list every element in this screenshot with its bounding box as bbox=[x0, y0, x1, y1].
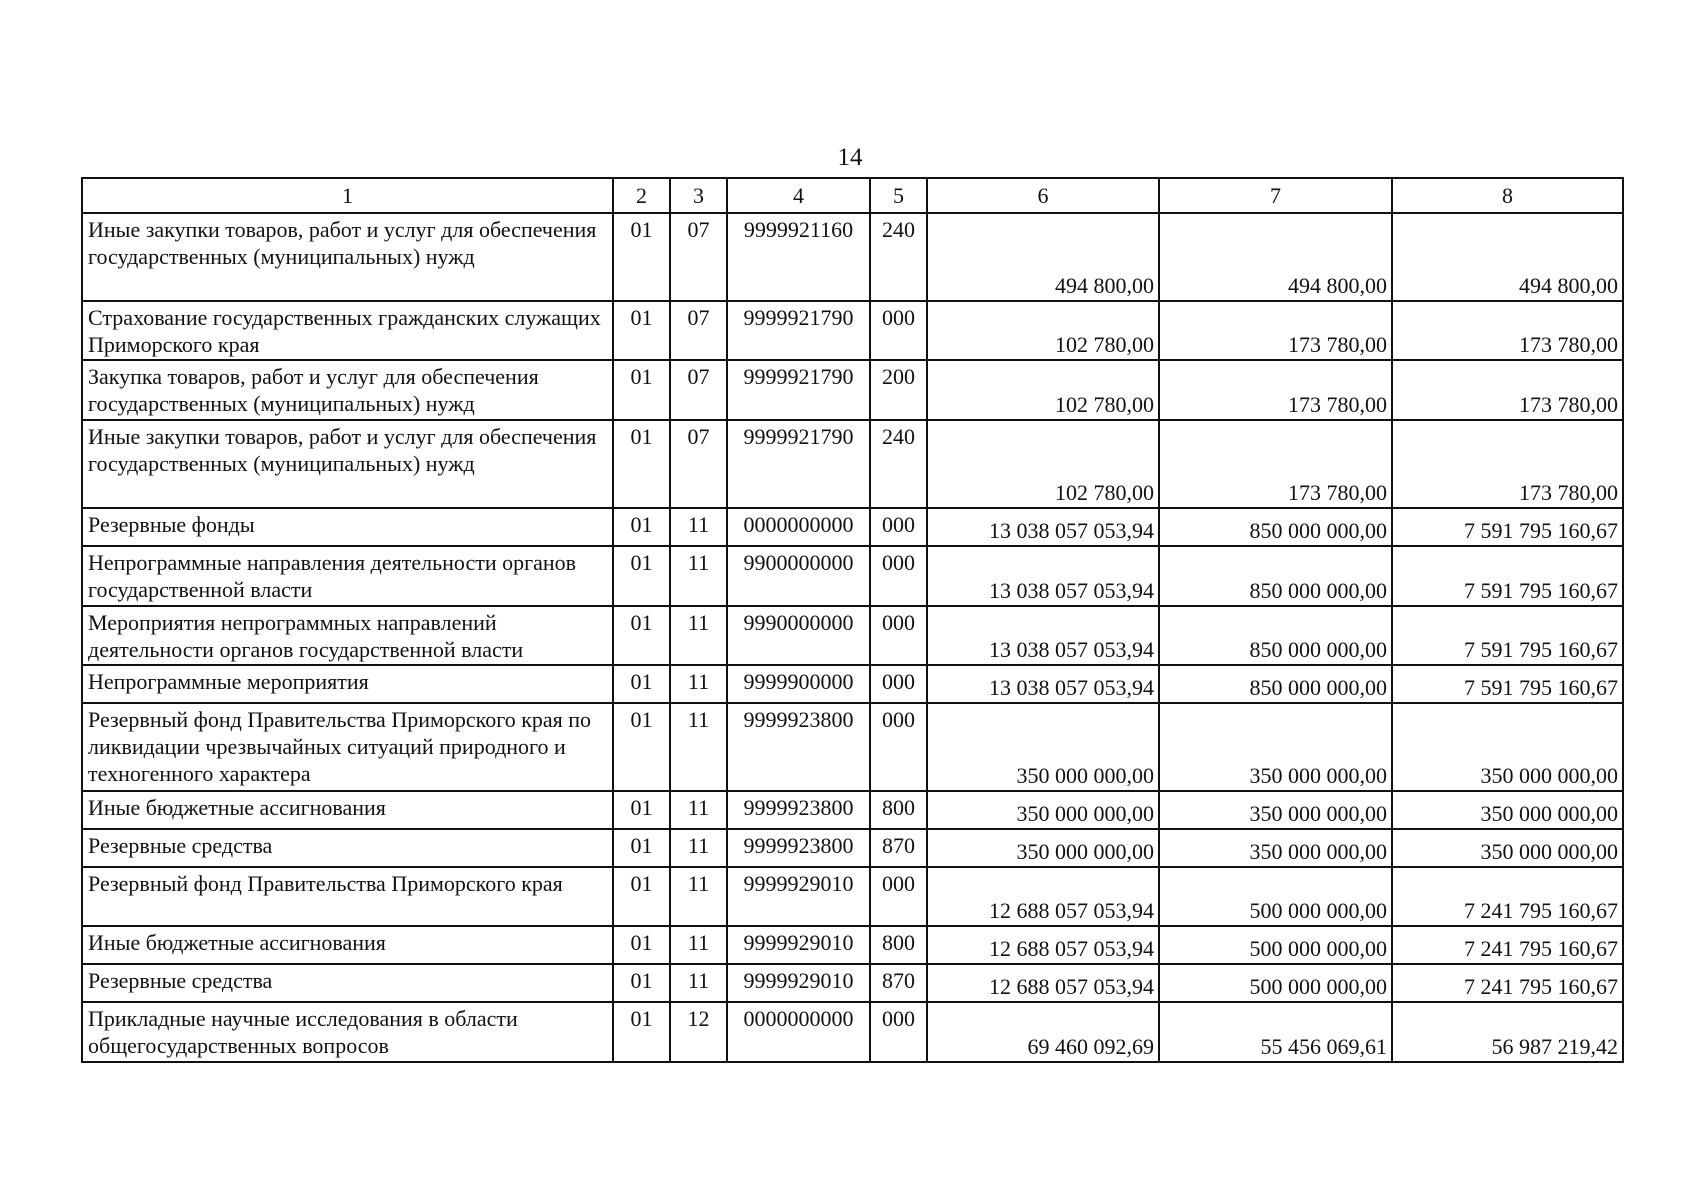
amount-col7: 500 000 000,00 bbox=[1159, 867, 1392, 926]
amount-col8: 7 241 795 160,67 bbox=[1392, 867, 1623, 926]
amount-col7: 350 000 000,00 bbox=[1159, 703, 1392, 791]
expense-type-code: 800 bbox=[870, 791, 927, 829]
amount-col6: 350 000 000,00 bbox=[927, 703, 1159, 791]
target-article-code: 9999921790 bbox=[727, 301, 870, 360]
amount-col6: 102 780,00 bbox=[927, 420, 1159, 508]
row-name: Резервный фонд Правительства Приморского края bbox=[82, 867, 613, 926]
amount-col6: 494 800,00 bbox=[927, 213, 1159, 301]
column-header: 4 bbox=[727, 178, 870, 213]
row-name: Иные закупки товаров, работ и услуг для обеспечения государственных (муниципальных) нужд bbox=[82, 213, 613, 301]
page-number: 14 bbox=[837, 144, 863, 171]
subsection-code: 11 bbox=[670, 703, 727, 791]
table-row bbox=[82, 360, 1623, 420]
amount-col6: 12 688 057 053,94 bbox=[927, 867, 1159, 926]
amount-col7: 850 000 000,00 bbox=[1159, 508, 1392, 546]
target-article-code: 0000000000 bbox=[727, 1002, 870, 1062]
amount-col6: 102 780,00 bbox=[927, 360, 1159, 420]
table-row bbox=[82, 703, 1623, 791]
amount-col6: 350 000 000,00 bbox=[927, 791, 1159, 829]
row-name: Иные бюджетные ассигнования bbox=[82, 926, 613, 964]
target-article-code: 0000000000 bbox=[727, 508, 870, 546]
expense-type-code: 000 bbox=[870, 546, 927, 606]
target-article-code: 9999923800 bbox=[727, 829, 870, 867]
expense-type-code: 000 bbox=[870, 665, 927, 703]
subsection-code: 07 bbox=[670, 360, 727, 420]
expense-type-code: 200 bbox=[870, 360, 927, 420]
column-header: 8 bbox=[1392, 178, 1623, 213]
column-header: 2 bbox=[613, 178, 670, 213]
subsection-code: 12 bbox=[670, 1002, 727, 1062]
amount-col6: 12 688 057 053,94 bbox=[927, 964, 1159, 1002]
section-code: 01 bbox=[613, 867, 670, 926]
table-row bbox=[82, 420, 1623, 508]
section-code: 01 bbox=[613, 301, 670, 360]
amount-col7: 500 000 000,00 bbox=[1159, 926, 1392, 964]
target-article-code: 9999921790 bbox=[727, 360, 870, 420]
amount-col8: 7 591 795 160,67 bbox=[1392, 606, 1623, 665]
subsection-code: 11 bbox=[670, 665, 727, 703]
row-name: Мероприятия непрограммных направлений деятельности органов государственной власти bbox=[82, 606, 613, 665]
amount-col8: 494 800,00 bbox=[1392, 213, 1623, 301]
subsection-code: 07 bbox=[670, 301, 727, 360]
amount-col8: 7 241 795 160,67 bbox=[1392, 964, 1623, 1002]
section-code: 01 bbox=[613, 964, 670, 1002]
row-name: Резервные фонды bbox=[82, 508, 613, 546]
expense-type-code: 870 bbox=[870, 964, 927, 1002]
target-article-code: 9999923800 bbox=[727, 703, 870, 791]
table-row bbox=[82, 964, 1623, 1002]
expense-type-code: 000 bbox=[870, 867, 927, 926]
target-article-code: 9999921790 bbox=[727, 420, 870, 508]
section-code: 01 bbox=[613, 829, 670, 867]
amount-col7: 350 000 000,00 bbox=[1159, 829, 1392, 867]
table-row bbox=[82, 665, 1623, 703]
table-row bbox=[82, 508, 1623, 546]
target-article-code: 9999921160 bbox=[727, 213, 870, 301]
subsection-code: 11 bbox=[670, 606, 727, 665]
expense-type-code: 000 bbox=[870, 508, 927, 546]
amount-col8: 350 000 000,00 bbox=[1392, 829, 1623, 867]
section-code: 01 bbox=[613, 546, 670, 606]
row-name: Резервные средства bbox=[82, 829, 613, 867]
amount-col7: 350 000 000,00 bbox=[1159, 791, 1392, 829]
expense-type-code: 870 bbox=[870, 829, 927, 867]
expense-type-code: 800 bbox=[870, 926, 927, 964]
amount-col7: 494 800,00 bbox=[1159, 213, 1392, 301]
section-code: 01 bbox=[613, 1002, 670, 1062]
target-article-code: 9999923800 bbox=[727, 791, 870, 829]
amount-col7: 173 780,00 bbox=[1159, 420, 1392, 508]
table-row bbox=[82, 926, 1623, 964]
row-name: Страхование государственных гражданских служащих Приморского края bbox=[82, 301, 613, 360]
amount-col8: 7 591 795 160,67 bbox=[1392, 546, 1623, 606]
column-header: 7 bbox=[1159, 178, 1392, 213]
amount-col7: 850 000 000,00 bbox=[1159, 665, 1392, 703]
subsection-code: 11 bbox=[670, 926, 727, 964]
amount-col6: 13 038 057 053,94 bbox=[927, 606, 1159, 665]
subsection-code: 11 bbox=[670, 508, 727, 546]
row-name: Непрограммные направления деятельности органов государственной власти bbox=[82, 546, 613, 606]
section-code: 01 bbox=[613, 606, 670, 665]
table-row bbox=[82, 546, 1623, 606]
subsection-code: 11 bbox=[670, 546, 727, 606]
table-row bbox=[82, 606, 1623, 665]
expense-type-code: 000 bbox=[870, 301, 927, 360]
row-name: Резервные средства bbox=[82, 964, 613, 1002]
subsection-code: 11 bbox=[670, 867, 727, 926]
column-header: 5 bbox=[870, 178, 927, 213]
target-article-code: 9990000000 bbox=[727, 606, 870, 665]
amount-col8: 350 000 000,00 bbox=[1392, 703, 1623, 791]
subsection-code: 07 bbox=[670, 213, 727, 301]
amount-col6: 13 038 057 053,94 bbox=[927, 546, 1159, 606]
table-row bbox=[82, 1002, 1623, 1062]
expense-type-code: 240 bbox=[870, 213, 927, 301]
section-code: 01 bbox=[613, 926, 670, 964]
row-name: Резервный фонд Правительства Приморского края по ликвидации чрезвычайных ситуаций природного и техногенного характера bbox=[82, 703, 613, 791]
section-code: 01 bbox=[613, 703, 670, 791]
target-article-code: 9999929010 bbox=[727, 926, 870, 964]
subsection-code: 07 bbox=[670, 420, 727, 508]
table-row bbox=[82, 867, 1623, 926]
amount-col6: 102 780,00 bbox=[927, 301, 1159, 360]
target-article-code: 9999900000 bbox=[727, 665, 870, 703]
amount-col8: 7 591 795 160,67 bbox=[1392, 665, 1623, 703]
target-article-code: 9999929010 bbox=[727, 867, 870, 926]
amount-col7: 500 000 000,00 bbox=[1159, 964, 1392, 1002]
amount-col7: 850 000 000,00 bbox=[1159, 606, 1392, 665]
section-code: 01 bbox=[613, 665, 670, 703]
amount-col8: 56 987 219,42 bbox=[1392, 1002, 1623, 1062]
budget-table bbox=[81, 177, 1624, 1063]
amount-col6: 350 000 000,00 bbox=[927, 829, 1159, 867]
section-code: 01 bbox=[613, 420, 670, 508]
table-row bbox=[82, 213, 1623, 301]
amount-col8: 173 780,00 bbox=[1392, 360, 1623, 420]
amount-col6: 69 460 092,69 bbox=[927, 1002, 1159, 1062]
amount-col6: 12 688 057 053,94 bbox=[927, 926, 1159, 964]
amount-col6: 13 038 057 053,94 bbox=[927, 508, 1159, 546]
table-header-row bbox=[82, 178, 1623, 213]
row-name: Иные бюджетные ассигнования bbox=[82, 791, 613, 829]
amount-col6: 13 038 057 053,94 bbox=[927, 665, 1159, 703]
column-header: 3 bbox=[670, 178, 727, 213]
row-name: Иные закупки товаров, работ и услуг для обеспечения государственных (муниципальных) нужд bbox=[82, 420, 613, 508]
subsection-code: 11 bbox=[670, 791, 727, 829]
amount-col7: 850 000 000,00 bbox=[1159, 546, 1392, 606]
subsection-code: 11 bbox=[670, 964, 727, 1002]
row-name: Закупка товаров, работ и услуг для обеспечения государственных (муниципальных) нужд bbox=[82, 360, 613, 420]
expense-type-code: 000 bbox=[870, 606, 927, 665]
column-header: 6 bbox=[927, 178, 1159, 213]
table-row bbox=[82, 829, 1623, 867]
target-article-code: 9900000000 bbox=[727, 546, 870, 606]
subsection-code: 11 bbox=[670, 829, 727, 867]
expense-type-code: 000 bbox=[870, 703, 927, 791]
expense-type-code: 000 bbox=[870, 1002, 927, 1062]
section-code: 01 bbox=[613, 508, 670, 546]
row-name: Прикладные научные исследования в области общегосударственных вопросов bbox=[82, 1002, 613, 1062]
expense-type-code: 240 bbox=[870, 420, 927, 508]
amount-col7: 55 456 069,61 bbox=[1159, 1002, 1392, 1062]
table-row bbox=[82, 791, 1623, 829]
column-header: 1 bbox=[82, 178, 613, 213]
amount-col7: 173 780,00 bbox=[1159, 360, 1392, 420]
amount-col8: 7 591 795 160,67 bbox=[1392, 508, 1623, 546]
section-code: 01 bbox=[613, 791, 670, 829]
amount-col8: 173 780,00 bbox=[1392, 301, 1623, 360]
section-code: 01 bbox=[613, 213, 670, 301]
amount-col8: 350 000 000,00 bbox=[1392, 791, 1623, 829]
amount-col7: 173 780,00 bbox=[1159, 301, 1392, 360]
amount-col8: 7 241 795 160,67 bbox=[1392, 926, 1623, 964]
section-code: 01 bbox=[613, 360, 670, 420]
amount-col8: 173 780,00 bbox=[1392, 420, 1623, 508]
target-article-code: 9999929010 bbox=[727, 964, 870, 1002]
row-name: Непрограммные мероприятия bbox=[82, 665, 613, 703]
table-row bbox=[82, 301, 1623, 360]
